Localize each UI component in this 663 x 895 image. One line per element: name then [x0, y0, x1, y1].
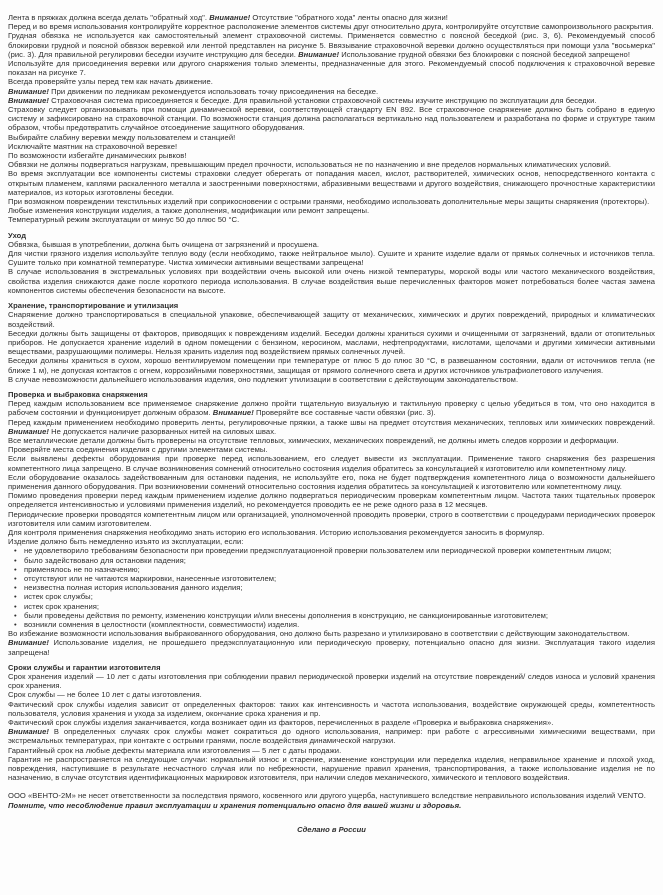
paragraph	[8, 310, 655, 328]
paragraph	[8, 96, 655, 105]
body-text: Использование грудной обвязки без блокировки с поясной беседкой запрещено!	[339, 49, 630, 59]
body-text: Срок хранения изделий — 10 лет с даты изготовления при соблюдении правил периодической проверки изделий на отсутствие повреждений/ следов износа и условий хранения срок хранения.	[8, 672, 655, 691]
made-in-russia-label: Сделано в России	[297, 824, 366, 834]
bullet-item	[8, 556, 655, 565]
paragraph	[8, 537, 655, 546]
paragraph	[8, 22, 655, 31]
paragraph	[8, 169, 655, 197]
body-text: Изделие должно быть немедленно изъято из эксплуатации, если:	[8, 537, 244, 547]
paragraph	[8, 133, 655, 142]
body-text: Обвязки не должны подвергаться нагрузкам, превышающим предел прочности, использоваться не по назначению и вне пределов нормальных климатических условий.	[8, 160, 612, 170]
body-text: было задействовано для остановки падения;	[24, 555, 186, 565]
bullet-item	[8, 592, 655, 601]
emphasis-text: Внимание!	[8, 95, 49, 105]
bullet-item	[8, 546, 655, 555]
body-text: По возможности избегайте динамических рывков!	[8, 151, 187, 161]
body-text: Проверяйте места соединения изделия с другими элементами системы.	[8, 445, 268, 455]
body-text: При возможном повреждении текстильных изделий при соприкосновении с острыми гранями, необходимо использовать дополнительные меры защиты снаряжения (протекторы).	[8, 197, 650, 207]
bullet-item	[8, 611, 655, 620]
body-text: Использование изделия, не прошедшего предэксплуатационную или периодическую проверку, потенциально опасно для жизни. Эксплуатация такого изделия запрещена!	[8, 638, 655, 657]
paragraph	[8, 445, 655, 454]
paragraph	[8, 690, 655, 699]
body-text: применялось не по назначению;	[24, 564, 140, 574]
body-text: Беседки должны храниться в сухом, хорошо вентилируемом помещении при температуре от плюс 5 до плюс 30 °С, в развешанном состоянии, вдали от источников тепла (не ближе 1 м), не допуская контактов с огнем, коррозийными поверхностями, защищая от прямого солнечного света и других источников ультрафиолетового излучения.	[8, 356, 655, 375]
paragraph	[8, 215, 655, 224]
section-heading: Проверка и выбраковка снаряжения	[8, 389, 148, 399]
body-text: Помимо проведения проверки перед каждым применением изделие должно подвергаться периодическим проверкам компетентным лицом. Частота таких тщательных проверок определяется интенсивностью и условиями применения изделий, но рекомендуется проводить ее не реже одного раза в 12 месяцев.	[8, 491, 655, 510]
emphasis-text: Внимание!	[8, 727, 49, 737]
paragraph	[8, 510, 655, 528]
paragraph	[8, 240, 655, 249]
paragraph	[8, 375, 655, 384]
emphasis-text: Помните, что несоблюдение правил эксплуатации и хранения потенциально опасно для вашей жизни и здоровья.	[8, 800, 462, 810]
body-text: не удовлетворило требованиям безопасности при проведении предэксплуатационной проверки пользователем или периодической проверки компетентным лицом;	[24, 546, 612, 556]
paragraph	[8, 267, 655, 295]
body-text: Лента в пряжках должна всегда делать "обратный ход".	[8, 13, 210, 22]
body-text: Всегда проверяйте узлы перед тем как начать движение.	[8, 77, 213, 87]
paragraph	[8, 801, 655, 810]
body-text: Перед каждым применением необходимо проверить ленты, регулировочные пряжки, а также швы на предмет отсутствия механических, тепловых или химических повреждений.	[8, 417, 655, 427]
body-text: неизвестна полная история использования данного изделия;	[24, 583, 243, 593]
emphasis-text: Внимание!	[298, 49, 340, 59]
emphasis-text: Внимание!	[8, 86, 49, 96]
paragraph	[8, 473, 655, 491]
paragraph	[8, 791, 655, 800]
body-text: Фактический срок службы изделия заканчивается, когда возникает один из факторов, перечисленных в разделе «Проверка и выбраковка снаряжения».	[8, 718, 554, 728]
body-text: Если выявлены дефекты оборудования при проверке перед использованием, его следует вывести из эксплуатации. Применение такого снаряжения без разрешения компетентного лица запрещено. В случае возникновения сомнений относительно состояния изделия обратитесь за консультацией к изготовителю или компетентному лицу.	[8, 454, 655, 473]
body-text: Используйте для присоединения веревки или другого снаряжения только элементы, предназначенные для этого. Рекомендуемый способ подключения к страховочной веревке показан на рисунке 7.	[8, 59, 655, 78]
paragraph	[8, 629, 655, 638]
body-text: Страховку следует организовывать при помощи динамической веревки, соответствующей стандарту EN 892. Все страховочное снаряжение должно быть собрано в единую систему и зафиксировано на страховочной станции. По возможности станция должна располагаться вертикально над пользователем и разработана по форме и структуре таким образом, чтобы предотвратить случайное отсоединение защитного оборудования.	[8, 105, 655, 133]
body-text: Отсутствие "обратного хода" ленты опасно для жизни!	[250, 13, 448, 22]
bullet-item	[8, 565, 655, 574]
body-text: Во время эксплуатации все компоненты системы страховки следует оберегать от попадания масел, кислот, растворителей, химических основ, непосредственного контакта с открытым пламенем, каплями раскаленного металла и заостренными поверхностями, абразивными веществами и другого воздействия, снижающего прочностные характеристики материалов, из которых изготовлены беседки.	[8, 169, 655, 197]
body-text: Для контроля применения снаряжения необходимо знать историю его использования. Историю использования рекомендуется заносить в формуляр.	[8, 527, 545, 537]
body-text: Температурный режим эксплуатации от минус 50 до плюс 50 °С.	[8, 215, 240, 225]
body-text: Проверяйте все составные части обвязки (рис. 3).	[253, 408, 436, 418]
emphasis-text: Внимание!	[212, 408, 254, 418]
paragraph	[8, 672, 655, 690]
section-heading: Сроки службы и гарантии изготовителя	[8, 662, 161, 672]
body-text: Перед и во время использования контролируйте корректное расположение элементов системы друг относительно друга, контролируйте отсутствие самопроизвольного раскрытия.	[8, 22, 654, 32]
section-heading: Уход	[8, 230, 27, 240]
emphasis-text: Внимание!	[8, 638, 49, 648]
body-text: Во избежание возможности использования выбракованного оборудования, оно должно быть разрезано и утилизировано в соответствии с действующим законодательством.	[8, 629, 630, 639]
body-text: Не допускается наличие разорванных нитей на силовых швах.	[48, 426, 277, 436]
paragraph	[8, 700, 655, 718]
body-text: Беседки должны быть защищены от факторов, приводящих к повреждениям изделий. Беседки должны храниться сухими и очищенными от загрязнений, вдали от отопительных приборов. Не допускается хранение изделий в одном помещении с бензином, керосином, маслами, нефтепродуктами, кислотами, щелочами и другими химически активными веществами, разрушающими полимеры. Нельзя хранить изделия под воздействием прямых солнечных лучей.	[8, 328, 655, 357]
paragraph	[8, 329, 655, 357]
bullet-item	[8, 602, 655, 611]
paragraph	[8, 436, 655, 445]
paragraph	[8, 418, 655, 436]
paragraph	[8, 454, 655, 472]
paragraph	[8, 59, 655, 77]
paragraph	[8, 31, 655, 59]
body-text: При движении по ледникам рекомендуется использовать точку присоединения на беседке.	[48, 86, 379, 96]
body-text: Для чистки грязного изделия используйте теплую воду (если необходимо, также нейтральное мыло). Сушите и храните изделие вдали от прямых солнечных и источников тепла. Сушите только при комнатной температуре. Чистка химически активными веществами запрещена!	[8, 249, 655, 268]
body-text: ООО «ВЕНТО-2М» не несет ответственности за последствия прямого, косвенного или другого ущерба, наступившего вследствие неправильного использования изделий VENTO.	[8, 791, 646, 801]
emphasis-text: Внимание!	[8, 426, 49, 436]
body-text: Обвязка, бывшая в употреблении, должна быть очищена от загрязнений и просушена.	[8, 239, 320, 249]
body-text: Выбирайте слабину веревки между пользователем и станцией!	[8, 132, 236, 142]
paragraph	[8, 718, 655, 727]
body-text: Снаряжение должно транспортироваться в специальной упаковке, обеспечивающей защиту от механических, химических и других повреждений, природных и климатических воздействий.	[8, 310, 655, 329]
paragraph	[8, 746, 655, 755]
paragraph	[8, 13, 655, 22]
paragraph	[8, 87, 655, 96]
body-text: Гарантия не распространяется на следующие случаи: нормальный износ и старение, изменение конструкции или переделка изделия, неправильное хранение и плохой уход, повреждения, наступившие в результате несчастного случая или по небрежности, нарушение правил хранения, транспортирования, а также использование изделия не по назначению, в случае отсутствия идентификационных маркировок изготовителя, при наличии следов механического, химического и теплового воздействия.	[8, 754, 655, 783]
body-text: Исключайте маятник на страховочной веревке!	[8, 141, 178, 151]
body-text: отсутствуют или не читаются маркировки, нанесенные изготовителем;	[24, 573, 277, 583]
paragraph	[8, 105, 655, 133]
body-text: Любые изменения конструкции изделия, а также дополнения, модификации или ремонт запрещены.	[8, 206, 370, 216]
paragraph	[8, 528, 655, 537]
bullet-item	[8, 574, 655, 583]
paragraph	[8, 356, 655, 374]
section-heading: Хранение, транспортирование и утилизация	[8, 301, 179, 311]
paragraph	[8, 197, 655, 206]
body-text: Гарантийный срок на любые дефекты материала или изготовления — 5 лет с даты продажи.	[8, 745, 342, 755]
body-text: Перед каждым использованием все применяемое снаряжение должно пройти тщательную визуальную и тактильную проверку с целью убедиться в том, что оно находится в рабочем состоянии и функционирует должным образом.	[8, 399, 655, 418]
body-text: были проведены действия по ремонту, изменению конструкции и/или внесены дополнения в конструкцию, не санкционированные изготовителем;	[24, 610, 549, 620]
body-text: Фактический срок службы изделия зависит от определенных факторов: таких как интенсивность и частота использования, воздействие окружающей среды, компетентность пользователя, условия хранения и ухода за изделием, окончание срока хранения и пр.	[8, 699, 655, 718]
paragraph	[8, 160, 655, 169]
paragraph	[8, 151, 655, 160]
bullet-item	[8, 620, 655, 629]
body-text: возникли сомнения в целостности (комплектности, совместимости) изделия.	[24, 620, 300, 629]
body-text: Периодические проверки проводятся компетентным лицом или организацией, уполномоченной проводить проверки, строго в соответствии с процедурами периодических проверок изготовителя или самим изготовителем.	[8, 509, 655, 528]
body-text: истек срок хранения;	[24, 601, 100, 611]
body-text: В определенных случаях срок службы может сократиться до одного использования, например: при работе с агрессивными химическими веществами, при экстремальных температурах, при контакте с острыми гранями, после воздействия динамической нагрузки.	[8, 727, 655, 746]
paragraph	[8, 142, 655, 151]
body-text: В случае невозможности дальнейшего использования изделия, оно подлежит утилизации в соответствии с действующим законодательством.	[8, 374, 519, 384]
emphasis-text: Внимание!	[209, 13, 251, 22]
body-text: Если оборудование оказалось задействованным для остановки падения, не используйте его, пока не будет подтверждения компетентного лица о возможности дальнейшего применения данного оборудования. При возникновении сомнений относительно состояния изделия обратитесь за консультацией к изготовителю или компетентному лицу.	[8, 472, 655, 491]
paragraph	[8, 206, 655, 215]
body-text: В случае использования в экстремальных условиях при воздействии очень высокой или очень низкой температуры, морской воды или частого механического воздействия, свойства изделия снижаются даже после короткого периода использования. В случае воздействия выше перечисленных факторов может потребоваться более частая замена компонентов системы обеспечения безопасности на высоте.	[8, 267, 655, 295]
body-text: Страховочная система присоединяется к беседке. Для правильной установки страховочной системы изучите инструкцию по эксплуатации для беседки.	[48, 95, 597, 105]
body-text: Грудная обвязка не используется как самостоятельный элемент страховочной системы. Применяется совместно с поясной беседкой (рис. 3, 6). Рекомендуемый способ блокировки грудной и поясной обвязок веревкой или лентой представлен на рисунке 5. Ввязывание страховочной веревки должно осуществляться при помощи узла "восьмерка" (рис. 3). Для правильной регулировки беседки изучите инструкцию для беседки.	[8, 31, 655, 59]
bullet-item	[8, 583, 655, 592]
paragraph	[8, 491, 655, 509]
body-text: истек срок службы;	[24, 592, 93, 602]
paragraph	[8, 727, 655, 745]
paragraph	[8, 249, 655, 267]
paragraph	[8, 399, 655, 417]
body-text: Все металлические детали должны быть проверены на отсутствие тепловых, химических, механических повреждений, не должны иметь следов коррозии и деформации.	[8, 435, 619, 445]
paragraph	[8, 77, 655, 86]
body-text: Срок службы — не более 10 лет с даты изготовления.	[8, 690, 202, 700]
paragraph	[8, 755, 655, 783]
paragraph	[8, 638, 655, 656]
